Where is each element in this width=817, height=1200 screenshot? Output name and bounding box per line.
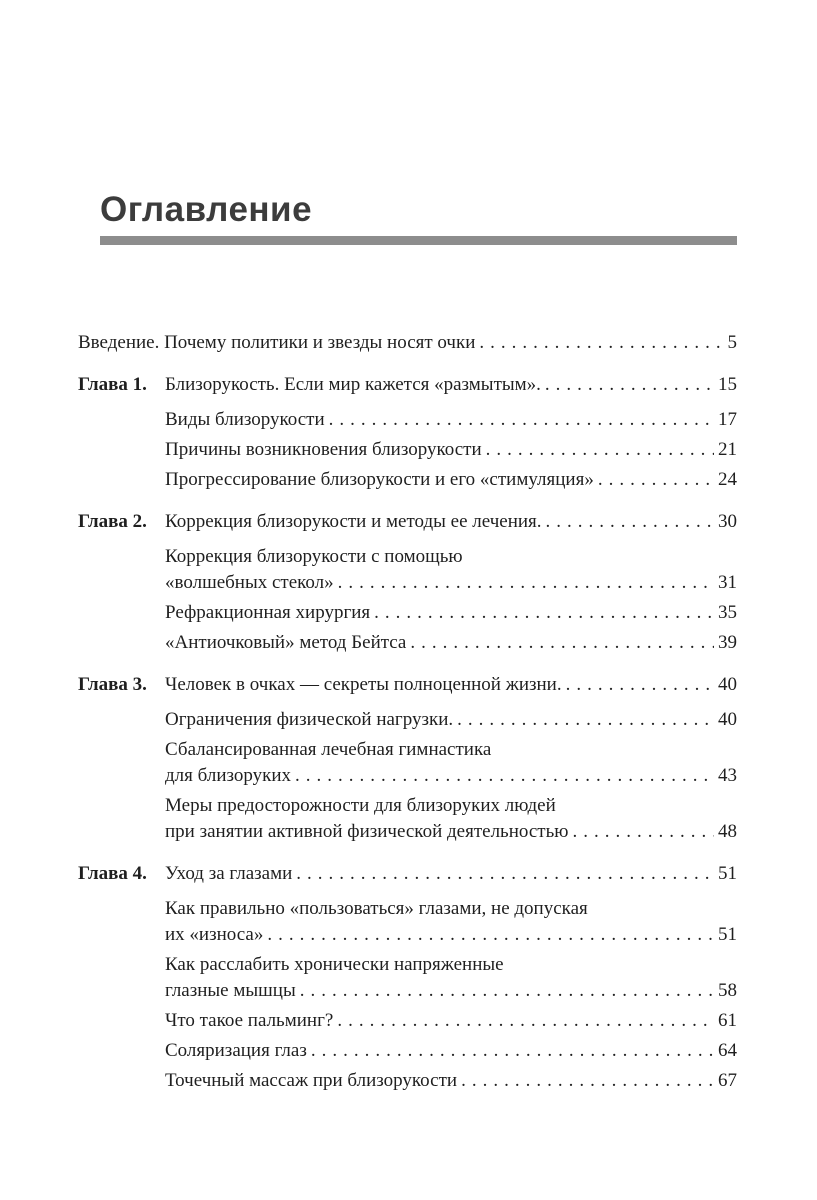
toc-page-number: 21 (718, 439, 737, 460)
toc-entry-text: Коррекция близорукости и методы ее лечения. (165, 511, 542, 532)
toc-entry-lastline (165, 570, 737, 596)
toc-entry (78, 793, 737, 845)
toc-dots (406, 630, 714, 656)
toc-entry-text: Ограничения физической нагрузки. (165, 709, 454, 730)
toc-entry-label: Глава 4. (78, 863, 147, 884)
toc-page-number: 51 (718, 924, 737, 945)
toc-entry-lastline (165, 600, 737, 626)
toc-entry-body (165, 1038, 737, 1064)
toc-entry (78, 372, 737, 398)
toc-page-number: 15 (718, 374, 737, 395)
toc-entry-lastline (165, 437, 737, 463)
toc-page-number: 39 (718, 632, 737, 653)
toc-entry-text: Рефракционная хирургия (165, 602, 371, 623)
toc-dots (453, 707, 714, 733)
toc-list (78, 330, 737, 1098)
toc-entry-lastline (78, 330, 737, 356)
toc-entry-text: для близоруких (165, 765, 292, 786)
page-header (100, 192, 737, 245)
toc-entry-body (165, 793, 737, 845)
toc-entry-text: Точечный массаж при близорукости (165, 1070, 458, 1091)
toc-entry-lastline (165, 978, 737, 1004)
toc-entry-line: Как правильно «пользоваться» глазами, не допуская (165, 898, 588, 919)
toc-entry-text: Соляризация глаз (165, 1040, 307, 1061)
toc-page-number: 30 (718, 511, 737, 532)
toc-entry-text: глазные мышцы (165, 980, 296, 1001)
toc-entry-line: Как расслабить хронически напряженные (165, 954, 504, 975)
toc-entry-body (165, 600, 737, 626)
toc-page-number: 40 (718, 709, 737, 730)
title-rule (100, 236, 737, 245)
toc-entry-label: Глава 1. (78, 374, 147, 395)
toc-page-number: 58 (718, 980, 737, 1001)
toc-dots (541, 372, 714, 398)
toc-entry (78, 1068, 737, 1094)
toc-page-number: 31 (718, 572, 737, 593)
toc-dots (325, 407, 714, 433)
toc-entry-text: Близорукость. Если мир кажется «размытым». (165, 374, 541, 395)
toc-entry-lastline (165, 1038, 737, 1064)
toc-page-number: 40 (718, 674, 737, 695)
toc-entry (78, 737, 737, 789)
toc-entry-body (165, 437, 737, 463)
toc-entry (78, 952, 737, 1004)
toc-entry-line: Коррекция близорукости с помощью (165, 546, 463, 567)
toc-entry-body (165, 407, 737, 433)
toc-dots (568, 819, 714, 845)
toc-entry-lastline (165, 763, 737, 789)
toc-dots (263, 922, 714, 948)
toc-dots (457, 1068, 714, 1094)
toc-entry (78, 707, 737, 733)
page-title: Оглавление (100, 190, 313, 229)
toc-entry (78, 861, 737, 887)
toc-dots (370, 600, 714, 626)
toc-entry-lastline (165, 672, 737, 698)
toc-dots (594, 467, 714, 493)
toc-entry-lastline (165, 861, 737, 887)
toc-entry (78, 600, 737, 626)
toc-entry-text: Человек в очках — секреты полноценной жизни. (165, 674, 562, 695)
toc-entry-text: при занятии активной физической деятельностью (165, 821, 569, 842)
toc-entry-body (165, 467, 737, 493)
toc-entry (78, 544, 737, 596)
toc-page-number: 35 (718, 602, 737, 623)
toc-entry-lastline (165, 372, 737, 398)
toc-page-number: 24 (718, 469, 737, 490)
toc-dots (475, 330, 723, 356)
toc-entry-label: Глава 2. (78, 511, 147, 532)
toc-entry-lastline (165, 1068, 737, 1094)
toc-entry (78, 437, 737, 463)
toc-entry-lastline (165, 707, 737, 733)
toc-dots (307, 1038, 714, 1064)
toc-entry-body (165, 372, 737, 398)
toc-entry (78, 630, 737, 656)
toc-entry-text: Введение. Почему политики и звезды носят очки (78, 332, 476, 353)
toc-entry-lastline (165, 1008, 737, 1034)
toc-entry (78, 467, 737, 493)
toc-dots (333, 1008, 714, 1034)
toc-entry-text: Прогрессирование близорукости и его «стимуляция» (165, 469, 594, 490)
toc-entry-lastline (165, 407, 737, 433)
toc-page-number: 5 (727, 332, 737, 353)
toc-entry-body (165, 896, 737, 948)
toc-dots (542, 509, 714, 535)
toc-page-number: 67 (718, 1070, 737, 1091)
toc-entry-text: их «износа» (165, 924, 264, 945)
toc-entry (78, 509, 737, 535)
toc-dots (334, 570, 714, 596)
toc-entry-lastline (165, 922, 737, 948)
toc-entry-lastline (165, 467, 737, 493)
toc-entry-body (165, 737, 737, 789)
toc-entry-text: Виды близорукости (165, 409, 325, 430)
toc-entry-text: «волшебных стекол» (165, 572, 334, 593)
toc-entry-text: Уход за глазами (165, 863, 293, 884)
toc-dots (291, 763, 714, 789)
toc-entry-text: Причины возникновения близорукости (165, 439, 482, 460)
toc-entry-body (165, 1008, 737, 1034)
toc-entry-body (165, 861, 737, 887)
toc-entry-body (165, 672, 737, 698)
toc-entry-body (165, 544, 737, 596)
toc-entry-text: «Антиочковый» метод Бейтса (165, 632, 407, 653)
toc-entry-label: Глава 3. (78, 674, 147, 695)
toc-entry (78, 1038, 737, 1064)
toc-entry-body (165, 630, 737, 656)
toc-entry-lastline (165, 630, 737, 656)
toc-page-number: 43 (718, 765, 737, 786)
toc-entry-lastline (165, 819, 737, 845)
toc-entry (78, 407, 737, 433)
toc-entry-body (78, 330, 737, 356)
toc-dots (292, 861, 714, 887)
toc-page-number: 64 (718, 1040, 737, 1061)
toc-entry-line: Сбалансированная лечебная гимнастика (165, 739, 492, 760)
toc-entry (78, 896, 737, 948)
toc-page-number: 17 (718, 409, 737, 430)
toc-entry-body (165, 707, 737, 733)
toc-page-number: 61 (718, 1010, 737, 1031)
toc-dots (296, 978, 714, 1004)
toc-page-number: 51 (718, 863, 737, 884)
toc-entry-body (165, 1068, 737, 1094)
toc-dots (562, 672, 714, 698)
toc-entry-body (165, 509, 737, 535)
toc-entry (78, 1008, 737, 1034)
toc-page-number: 48 (718, 821, 737, 842)
toc-entry-body (165, 952, 737, 1004)
toc-entry (78, 330, 737, 356)
toc-dots (482, 437, 714, 463)
toc-entry-lastline (165, 509, 737, 535)
toc-entry-text: Что такое пальминг? (165, 1010, 334, 1031)
toc-entry-line: Меры предосторожности для близоруких людей (165, 795, 556, 816)
toc-entry (78, 672, 737, 698)
